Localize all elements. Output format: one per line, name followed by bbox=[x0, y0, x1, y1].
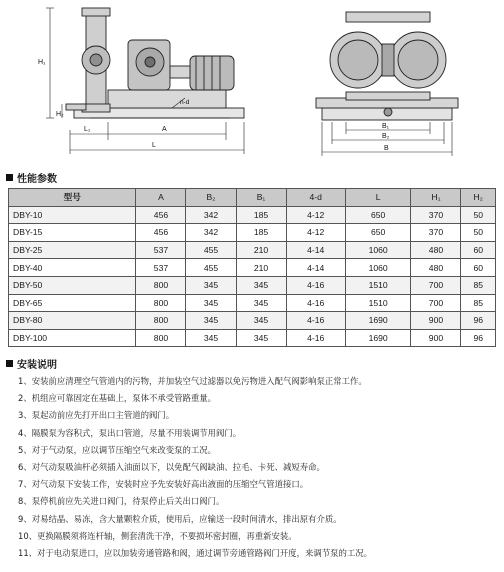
column-header: 4-d bbox=[286, 189, 345, 207]
value-cell: 800 bbox=[136, 312, 186, 330]
value-cell: 1060 bbox=[345, 241, 411, 259]
value-cell: 96 bbox=[461, 312, 496, 330]
square-bullet-icon bbox=[6, 174, 13, 181]
table-row bbox=[9, 241, 496, 259]
column-header: A bbox=[136, 189, 186, 207]
value-cell: 345 bbox=[236, 312, 286, 330]
model-cell: DBY-50 bbox=[9, 276, 136, 294]
value-cell: 60 bbox=[461, 259, 496, 277]
installation-section-title bbox=[6, 356, 57, 371]
list-item: 5、对于气动泵，应以调节压缩空气来改变泵的工况。 bbox=[18, 444, 216, 455]
value-cell: 370 bbox=[411, 224, 461, 242]
list-item: 9、对易结晶、易冻，含大量颗粒介质，使用后，应输送一段时间清水，排出原有介质。 bbox=[18, 513, 342, 524]
value-cell: 4-12 bbox=[286, 224, 345, 242]
value-cell: 4-14 bbox=[286, 259, 345, 277]
value-cell: 650 bbox=[345, 206, 411, 224]
value-cell: 537 bbox=[136, 259, 186, 277]
square-bullet-icon bbox=[6, 360, 13, 367]
column-header: H₁ bbox=[411, 189, 461, 207]
value-cell: 342 bbox=[186, 206, 236, 224]
value-cell: 85 bbox=[461, 276, 496, 294]
list-item: 4、隔膜泵为容积式，泵出口管道，尽量不用装调节用阀门。 bbox=[18, 427, 242, 438]
value-cell: 342 bbox=[186, 224, 236, 242]
value-cell: 537 bbox=[136, 241, 186, 259]
value-cell: 345 bbox=[186, 312, 236, 330]
pump-drawings bbox=[0, 0, 504, 170]
value-cell: 185 bbox=[236, 206, 286, 224]
value-cell: 370 bbox=[411, 206, 461, 224]
table-row bbox=[9, 259, 496, 277]
value-cell: 210 bbox=[236, 259, 286, 277]
value-cell: 210 bbox=[236, 241, 286, 259]
value-cell: 1690 bbox=[345, 312, 411, 330]
list-item: 10、更换隔膜须将连杆轴，侧套清洗干净，不要损坏密封圈，再重新安装。 bbox=[18, 530, 297, 541]
model-cell: DBY-80 bbox=[9, 312, 136, 330]
value-cell: 800 bbox=[136, 276, 186, 294]
installation-title-text: 安装说明 bbox=[17, 360, 57, 371]
dim-h2-label: H₂ bbox=[56, 111, 64, 118]
table-row bbox=[9, 224, 496, 242]
column-header: H₂ bbox=[461, 189, 496, 207]
performance-table-body bbox=[9, 206, 496, 347]
table-row bbox=[9, 276, 496, 294]
value-cell: 480 bbox=[411, 259, 461, 277]
dim-b1-label: B₁ bbox=[382, 123, 390, 130]
value-cell: 4-16 bbox=[286, 294, 345, 312]
value-cell: 50 bbox=[461, 224, 496, 242]
value-cell: 1510 bbox=[345, 294, 411, 312]
side-view-drawing bbox=[316, 12, 458, 120]
value-cell: 650 bbox=[345, 224, 411, 242]
list-item: 7、对气动泵下安装工作，安装时应予先安装好高出液面的压缩空气管道接口。 bbox=[18, 479, 309, 490]
value-cell: 345 bbox=[186, 276, 236, 294]
value-cell: 1690 bbox=[345, 329, 411, 347]
value-cell: 456 bbox=[136, 224, 186, 242]
list-item: 8、泵停机前应先关进口阀门，待泵停止后关出口阀门。 bbox=[18, 496, 225, 507]
model-cell: DBY-65 bbox=[9, 294, 136, 312]
value-cell: 700 bbox=[411, 276, 461, 294]
value-cell: 800 bbox=[136, 329, 186, 347]
value-cell: 455 bbox=[186, 241, 236, 259]
value-cell: 4-16 bbox=[286, 329, 345, 347]
dim-b2-label: B₂ bbox=[382, 133, 390, 140]
model-cell: DBY-40 bbox=[9, 259, 136, 277]
value-cell: 345 bbox=[186, 329, 236, 347]
value-cell: 480 bbox=[411, 241, 461, 259]
performance-section-title bbox=[6, 170, 57, 185]
value-cell: 4-12 bbox=[286, 206, 345, 224]
value-cell: 700 bbox=[411, 294, 461, 312]
value-cell: 345 bbox=[186, 294, 236, 312]
table-row bbox=[9, 206, 496, 224]
table-header-row bbox=[9, 189, 496, 207]
table-row bbox=[9, 294, 496, 312]
model-cell: DBY-100 bbox=[9, 329, 136, 347]
model-cell: DBY-25 bbox=[9, 241, 136, 259]
value-cell: 800 bbox=[136, 294, 186, 312]
column-header: B₁ bbox=[236, 189, 286, 207]
value-cell: 345 bbox=[236, 294, 286, 312]
column-header: B₂ bbox=[186, 189, 236, 207]
dim-nd-label: n-d bbox=[180, 99, 190, 106]
table-row bbox=[9, 312, 496, 330]
table-row bbox=[9, 329, 496, 347]
model-cell: DBY-10 bbox=[9, 206, 136, 224]
list-item: 2、机组应可靠固定在基础上，泵体不承受管路重量。 bbox=[18, 393, 216, 404]
dim-l1-label: L₁ bbox=[84, 126, 91, 133]
dim-b-label: B bbox=[384, 145, 389, 152]
list-item: 3、泵起动前应先打开出口主管道的阀门。 bbox=[18, 410, 175, 421]
performance-title-text: 性能参数 bbox=[17, 174, 57, 185]
list-item: 6、对气动泵吸油杆必须插入油面以下，以免配气阀缺油、拉毛、卡死、减短寿命。 bbox=[18, 461, 325, 472]
value-cell: 185 bbox=[236, 224, 286, 242]
dim-h1-label: H₁ bbox=[38, 59, 46, 66]
dim-a-label: A bbox=[162, 126, 167, 133]
list-item: 1、安装前应清理空气管道内的污物，并加装空气过滤器以免污物进入配气阀影响泵正常工作。 bbox=[18, 376, 367, 386]
value-cell: 455 bbox=[186, 259, 236, 277]
value-cell: 4-14 bbox=[286, 241, 345, 259]
value-cell: 1060 bbox=[345, 259, 411, 277]
list-item: 11、对于电动泵进口，应以加装旁通管路和阀，通过调节旁通管路阀门开度，来调节泵的工况。 bbox=[18, 547, 373, 558]
column-header: 型号 bbox=[9, 189, 136, 207]
value-cell: 96 bbox=[461, 329, 496, 347]
performance-table bbox=[8, 188, 496, 347]
value-cell: 900 bbox=[411, 329, 461, 347]
value-cell: 345 bbox=[236, 276, 286, 294]
column-header: L bbox=[345, 189, 411, 207]
value-cell: 456 bbox=[136, 206, 186, 224]
value-cell: 345 bbox=[236, 329, 286, 347]
value-cell: 4-16 bbox=[286, 276, 345, 294]
model-cell: DBY-15 bbox=[9, 224, 136, 242]
value-cell: 900 bbox=[411, 312, 461, 330]
value-cell: 50 bbox=[461, 206, 496, 224]
value-cell: 4-16 bbox=[286, 312, 345, 330]
installation-list bbox=[0, 373, 500, 562]
value-cell: 60 bbox=[461, 241, 496, 259]
dim-l-label: L bbox=[152, 142, 156, 149]
front-view-drawing bbox=[66, 8, 244, 118]
value-cell: 1510 bbox=[345, 276, 411, 294]
value-cell: 85 bbox=[461, 294, 496, 312]
